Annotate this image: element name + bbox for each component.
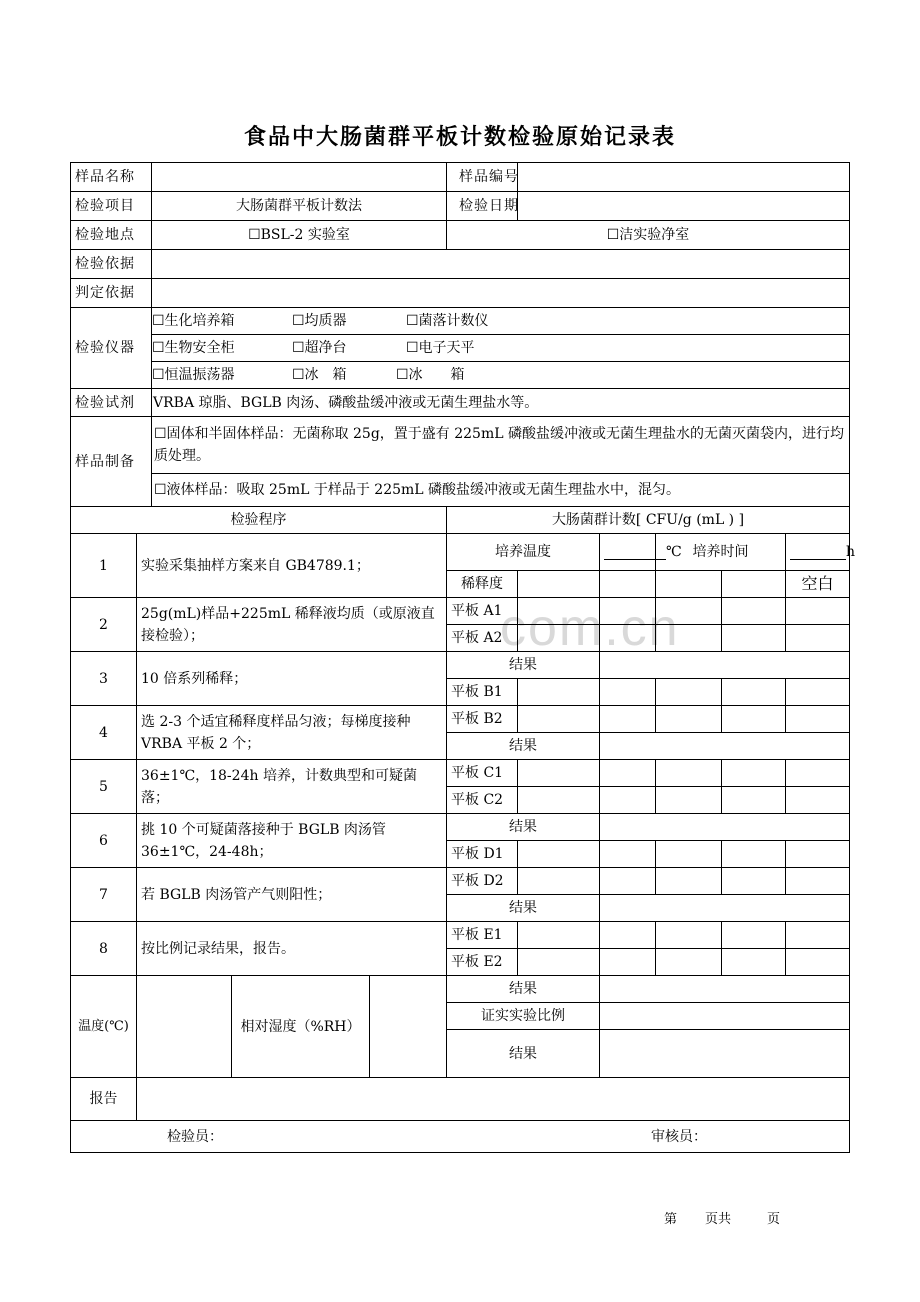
step-text: 按比例记录结果，报告。 — [137, 922, 447, 976]
plate-cell[interactable] — [600, 679, 656, 706]
step-number: 2 — [71, 598, 137, 652]
plate-cell[interactable] — [722, 949, 786, 976]
instrument-row — [152, 308, 849, 335]
result-label: 结果 — [447, 652, 600, 679]
dilution-cell[interactable] — [656, 571, 722, 598]
step-number: 4 — [71, 706, 137, 760]
plate-cell[interactable] — [656, 679, 722, 706]
plate-cell[interactable] — [656, 787, 722, 814]
plate-cell[interactable] — [518, 868, 600, 895]
plate-label: 平板 C1 — [447, 760, 518, 787]
footer-page-end: 页 — [767, 1212, 781, 1227]
result-field[interactable] — [600, 652, 850, 679]
step-text: 10 倍系列稀释； — [137, 652, 447, 706]
step-number: 1 — [71, 534, 137, 598]
instrument-fridge-1[interactable]: ☐冰 箱 — [292, 367, 347, 383]
signature-row — [71, 1121, 850, 1153]
culture-time-field[interactable] — [786, 534, 856, 571]
time-unit: h — [846, 544, 856, 560]
location-label: 检验地点 — [71, 221, 152, 250]
temp-blank-line[interactable] — [604, 544, 666, 560]
plate-cell[interactable] — [656, 706, 722, 733]
env-humidity-field[interactable] — [370, 976, 447, 1078]
plate-cell[interactable] — [600, 760, 656, 787]
item-value: 大肠菌群平板计数法 — [152, 192, 447, 221]
plate-label: 平板 A2 — [447, 625, 518, 652]
step-number: 8 — [71, 922, 137, 976]
plate-label: 平板 A1 — [447, 598, 518, 625]
plate-cell[interactable] — [656, 598, 722, 625]
sample-no-field[interactable] — [518, 163, 850, 192]
plate-cell[interactable] — [518, 841, 600, 868]
plate-cell[interactable] — [786, 868, 850, 895]
step-text: 实验采集抽样方案来自 GB4789.1； — [137, 534, 447, 598]
confirm-ratio-label: 证实实验比例 — [447, 1003, 600, 1030]
step-number: 6 — [71, 814, 137, 868]
result-label: 结果 — [447, 733, 600, 760]
dilution-label: 稀释度 — [447, 571, 518, 598]
result-field[interactable] — [600, 733, 850, 760]
date-label: 检验日期 — [447, 192, 518, 221]
final-result-label: 结果 — [447, 1030, 600, 1078]
instrument-label: 检验仪器 — [71, 308, 152, 389]
plate-cell[interactable] — [518, 949, 600, 976]
plate-cell[interactable] — [656, 949, 722, 976]
plate-cell[interactable] — [600, 922, 656, 949]
final-result-field[interactable] — [600, 1030, 850, 1078]
plate-label: 平板 C2 — [447, 787, 518, 814]
watermark: com.cn — [500, 599, 680, 657]
footer-page-mid: 页共 — [705, 1212, 732, 1227]
plate-label: 平板 D1 — [447, 841, 518, 868]
dilution-cell[interactable] — [722, 571, 786, 598]
instrument-checklist — [152, 308, 850, 389]
reagent-value: VRBA 琼脂、BGLB 肉汤、磷酸盐缓冲液或无菌生理盐水等。 — [152, 389, 850, 417]
culture-temp-field[interactable] — [600, 534, 682, 571]
plate-cell[interactable] — [786, 787, 850, 814]
plate-cell[interactable] — [722, 706, 786, 733]
instrument-row — [152, 362, 849, 388]
plate-cell[interactable] — [722, 787, 786, 814]
env-humidity-label: 相对湿度（%RH） — [232, 976, 370, 1078]
instrument-colony-counter[interactable]: ☐菌落计数仪 — [406, 313, 489, 329]
step-number: 5 — [71, 760, 137, 814]
report-label: 报告 — [71, 1078, 137, 1121]
dilution-cell[interactable] — [518, 571, 600, 598]
plate-cell[interactable] — [518, 679, 600, 706]
footer-page: 第 — [664, 1212, 678, 1227]
count-header: 大肠菌群计数[ CFU/g (mL ) ] — [447, 507, 850, 534]
location-option-bsl2[interactable]: ☐BSL-2 实验室 — [152, 221, 447, 250]
plate-cell[interactable] — [600, 949, 656, 976]
result-field[interactable] — [600, 976, 850, 1003]
prep-label: 样品制备 — [71, 417, 152, 507]
plate-cell[interactable] — [786, 625, 850, 652]
plate-cell[interactable] — [722, 679, 786, 706]
plate-cell[interactable] — [656, 760, 722, 787]
instrument-homogenizer[interactable]: ☐均质器 — [292, 313, 347, 329]
time-blank-line[interactable] — [790, 544, 846, 560]
plate-cell[interactable] — [786, 949, 850, 976]
step-text: 若 BGLB 肉汤管产气则阳性； — [137, 868, 447, 922]
instrument-row — [152, 335, 849, 362]
instrument-shaker[interactable]: ☐恒温振荡器 — [152, 367, 235, 383]
step-text: 挑 10 个可疑菌落接种于 BGLB 肉汤管 36±1℃，24-48h； — [137, 814, 447, 868]
plate-cell[interactable] — [600, 625, 656, 652]
plate-cell[interactable] — [786, 841, 850, 868]
location-option-clean-room[interactable]: ☐洁实验净室 — [447, 221, 850, 250]
reagent-label: 检验试剂 — [71, 389, 152, 417]
step-number: 7 — [71, 868, 137, 922]
result-field[interactable] — [600, 814, 850, 841]
plate-cell[interactable] — [786, 679, 850, 706]
plate-cell[interactable] — [786, 922, 850, 949]
plate-cell[interactable] — [786, 760, 850, 787]
plate-cell[interactable] — [722, 868, 786, 895]
plate-label: 平板 E1 — [447, 922, 518, 949]
plate-label: 平板 B1 — [447, 679, 518, 706]
plate-cell[interactable] — [722, 760, 786, 787]
plate-cell[interactable] — [518, 706, 600, 733]
plate-label: 平板 D2 — [447, 868, 518, 895]
date-field[interactable] — [518, 192, 850, 221]
plate-cell[interactable] — [656, 841, 722, 868]
plate-cell[interactable] — [722, 922, 786, 949]
form-title: 食品中大肠菌群平板计数检验原始记录表 — [243, 124, 676, 150]
env-temp-field[interactable] — [137, 976, 232, 1078]
instrument-incubator[interactable]: ☐生化培养箱 — [152, 313, 235, 329]
record-table — [70, 162, 856, 1153]
plate-cell[interactable] — [600, 706, 656, 733]
step-number: 3 — [71, 652, 137, 706]
result-label: 结果 — [447, 895, 600, 922]
plate-cell[interactable] — [518, 787, 600, 814]
plate-cell[interactable] — [786, 706, 850, 733]
item-label: 检验项目 — [71, 192, 152, 221]
step-text: 36±1℃，18-24h 培养，计数典型和可疑菌落； — [137, 760, 447, 814]
basis-field[interactable] — [152, 250, 850, 279]
plate-cell[interactable] — [656, 922, 722, 949]
plate-cell[interactable] — [722, 598, 786, 625]
confirm-ratio-field[interactable] — [600, 1003, 850, 1030]
result-field[interactable] — [600, 895, 850, 922]
blank-label: 空白 — [786, 571, 850, 598]
plate-cell[interactable] — [600, 868, 656, 895]
instrument-clean-bench[interactable]: ☐超净台 — [292, 340, 347, 356]
prep-liquid-option[interactable]: ☐液体样品：吸取 25mL 于样品于 225mL 磷酸盐缓冲液或无菌生理盐水中，混匀。 — [152, 474, 850, 507]
sample-name-field[interactable] — [152, 163, 447, 192]
culture-temp-label — [447, 534, 600, 571]
plate-cell[interactable] — [600, 841, 656, 868]
env-temp-label: 温度(℃) — [71, 976, 137, 1078]
plate-cell[interactable] — [722, 625, 786, 652]
procedure-header: 检验程序 — [71, 507, 447, 534]
step-text: 选 2-3 个适宜稀释度样品匀液；每梯度接种 VRBA 平板 2 个； — [137, 706, 447, 760]
plate-cell[interactable] — [518, 760, 600, 787]
instrument-balance[interactable]: ☐电子天平 — [406, 340, 475, 356]
instrument-fridge-2[interactable]: ☐冰 箱 — [396, 367, 465, 383]
plate-cell[interactable] — [600, 787, 656, 814]
judge-field[interactable] — [152, 279, 850, 308]
result-label: 结果 — [447, 814, 600, 841]
sample-name-label: 样品名称 — [71, 163, 152, 192]
prep-solid-option[interactable]: ☐固体和半固体样品：无菌称取 25g，置于盛有 225mL 磷酸盐缓冲液或无菌生理盐水的无菌灭菌袋内，进行均质处理。 — [152, 417, 850, 474]
plate-cell[interactable] — [786, 598, 850, 625]
plate-cell[interactable] — [656, 868, 722, 895]
plate-cell[interactable] — [722, 841, 786, 868]
plate-cell[interactable] — [518, 922, 600, 949]
report-field[interactable] — [137, 1078, 850, 1121]
plate-cell[interactable] — [600, 598, 656, 625]
plate-cell[interactable] — [656, 625, 722, 652]
culture-time-label-text: 培养时间 — [692, 544, 749, 560]
plate-cell[interactable] — [518, 625, 600, 652]
inspector-label: 检验员： — [167, 1128, 223, 1145]
plate-label: 平板 B2 — [447, 706, 518, 733]
result-label: 结果 — [447, 976, 600, 1003]
step-text: 25g(mL)样品+225mL 稀释液均质（或原液直接检验）； — [137, 598, 447, 652]
instrument-biosafety-cabinet[interactable]: ☐生物安全柜 — [152, 340, 235, 356]
judge-label: 判定依据 — [71, 279, 152, 308]
dilution-cell[interactable] — [600, 571, 656, 598]
culture-temp-label-text: 培养温度 — [495, 544, 551, 560]
sample-no-label: 样品编号 — [447, 163, 518, 192]
temp-unit: ℃ — [666, 544, 682, 560]
reviewer-label: 审核员： — [651, 1128, 707, 1145]
basis-label: 检验依据 — [71, 250, 152, 279]
plate-label: 平板 E2 — [447, 949, 518, 976]
plate-cell[interactable] — [518, 598, 600, 625]
